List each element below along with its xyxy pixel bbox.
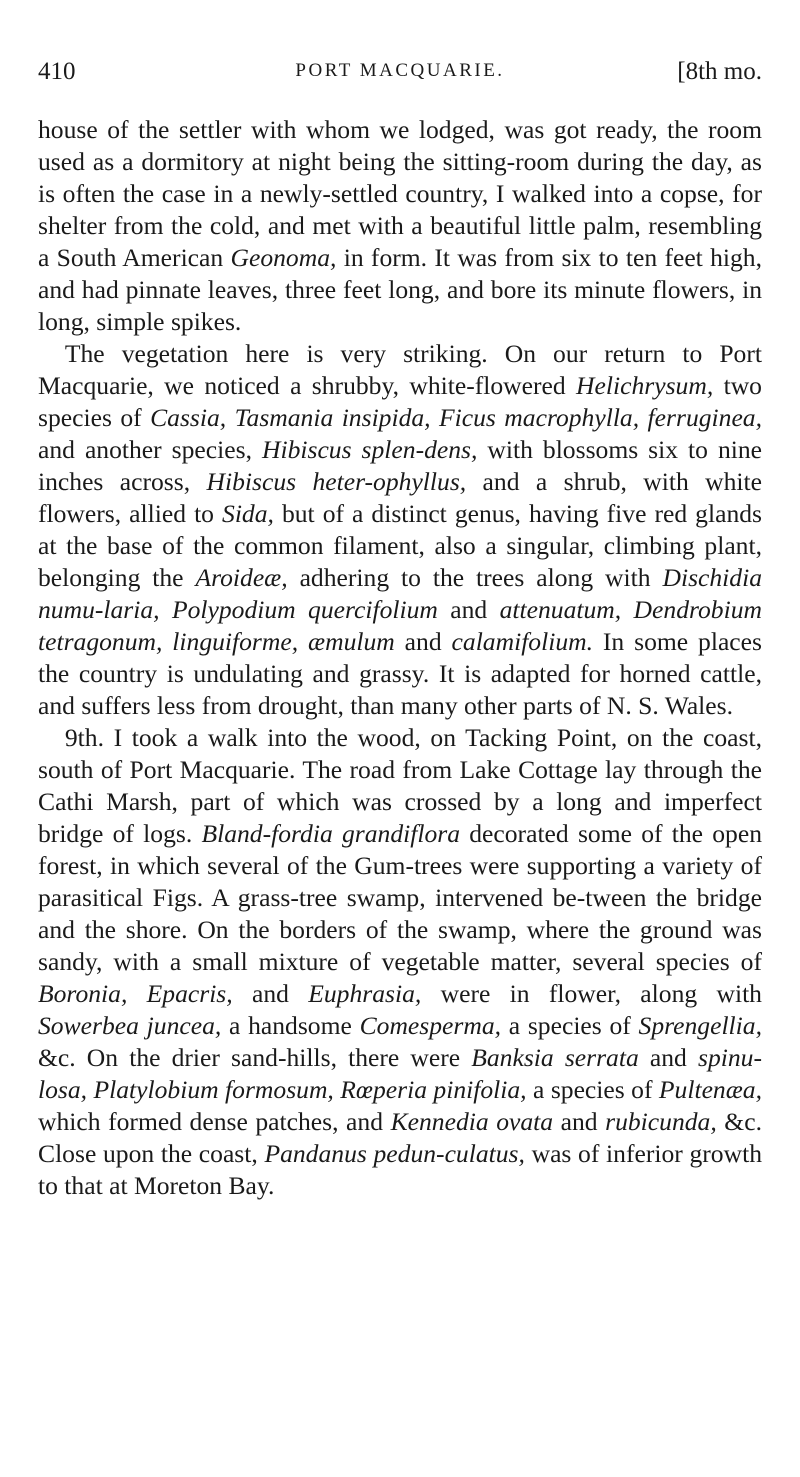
text-run: and [638,1043,698,1072]
italic-text: Sowerbea juncea, [38,1011,222,1040]
running-title: PORT MACQUARIE. [295,60,505,81]
italic-text: attenuatum, Dendrobium tetragonum, linguiforme, æmulum [38,595,762,656]
text-run: a handsome [221,1011,360,1040]
italic-text: Kennedia ovata [390,1107,554,1136]
italic-text: Sida, [222,499,274,528]
italic-text: Sprengellia, [638,1011,762,1040]
italic-text: Comesperma, [359,1011,502,1040]
text-run: The vegetation here is very striking. On our return to Port Macquarie, we noticed a shrubby, white-flowered [38,339,762,400]
italic-text: Cassia, Tasmania insipida, Ficus macrophylla, ferruginea, [150,403,763,432]
italic-text: Dischidia numu-laria, Polypodium quercifolium [38,563,762,624]
italic-text: calamifolium. [451,627,593,656]
text-run: and [394,627,452,656]
text-run: which formed dense patches, and [38,1107,391,1136]
italic-text: Helichrysum, [576,371,714,400]
text-run: but of a distinct genus, having five red glands at the base of the common filament, also a singular, climbing plant, belonging the [38,499,763,592]
text-run: 9th. I took a walk into the wood, on Tacking Point, on the coast, south of Port Macquarie. The road from Lake Cottage lay through the Cathi Marsh, part of which was crossed by a long and imperfect bridge of logs. [38,723,762,848]
paragraph [38,722,762,1202]
text-run: and [232,979,309,1008]
text-run: and [437,595,500,624]
italic-text: Hibiscus splen-dens, [261,435,478,464]
text-run: in form. It was from six to ten feet high, and had pinnate leaves, three feet long, and bore its minute flowers, in long, simple spikes. [38,243,762,336]
chapter-marker: [8th mo. [677,58,762,85]
text-run: In some places the country is undulating and grassy. It is adapted for horned cattle, and suffers less from drought, than many other parts of N. S. Wales. [38,627,762,720]
italic-text: Boronia, Epacris, [38,979,233,1008]
running-header [38,58,762,94]
text-run: a species of [501,1011,639,1040]
body-text [38,114,762,1202]
text-run: two species of [38,371,762,432]
italic-text: Aroideæ, [195,563,288,592]
text-run: was of inferior growth to that at Moreton Bay. [38,1139,762,1200]
text-run: adhering to the trees along with [287,563,663,592]
italic-text: spinu-losa, Platylobium formosum, Rœperia pinifolia, [38,1043,762,1104]
text-run: and another species, [38,435,262,464]
italic-text: Banksia serrata [471,1043,639,1072]
italic-text: Bland-fordia grandiflora [201,819,461,848]
italic-text: Pandanus pedun-culatus, [264,1139,525,1168]
italic-text: Pultenæa, [658,1075,762,1104]
italic-text: Hibiscus heter-ophyllus, [206,467,467,496]
text-run: &c. Close upon the coast, [38,1107,762,1168]
text-run: house of the settler with whom we lodged, was got ready, the room used as a dormitory at night being the sitting-room during the day, as is often the case in a newly-settled country, I walked into a copse, for shelter from the cold, and met with a beautiful little palm, resembling a South American [38,115,762,272]
text-run: decorated some of the open forest, in which several of the Gum-trees were supporting a variety of parasitical Figs. A grass-tree swamp, intervened be-tween the bridge and the shore. On the borders of the swamp, where the ground was sandy, with a small mixture of vegetable matter, several species of [38,819,762,976]
text-run: &c. On the drier sand-hills, there were [38,1043,472,1072]
text-run: with blossoms six to nine inches across, [38,435,763,496]
italic-text: rubicunda, [605,1107,717,1136]
italic-text: Euphrasia, [308,979,422,1008]
italic-text: Geonoma, [230,243,337,272]
text-run: and a shrub, with white flowers, allied to [38,467,763,528]
page-number: 410 [38,58,76,85]
text-run: were in flower, along with [421,979,762,1008]
text-run: and [553,1107,606,1136]
text-run: a species of [526,1075,659,1104]
paragraph [38,338,762,722]
paragraph [38,114,762,338]
